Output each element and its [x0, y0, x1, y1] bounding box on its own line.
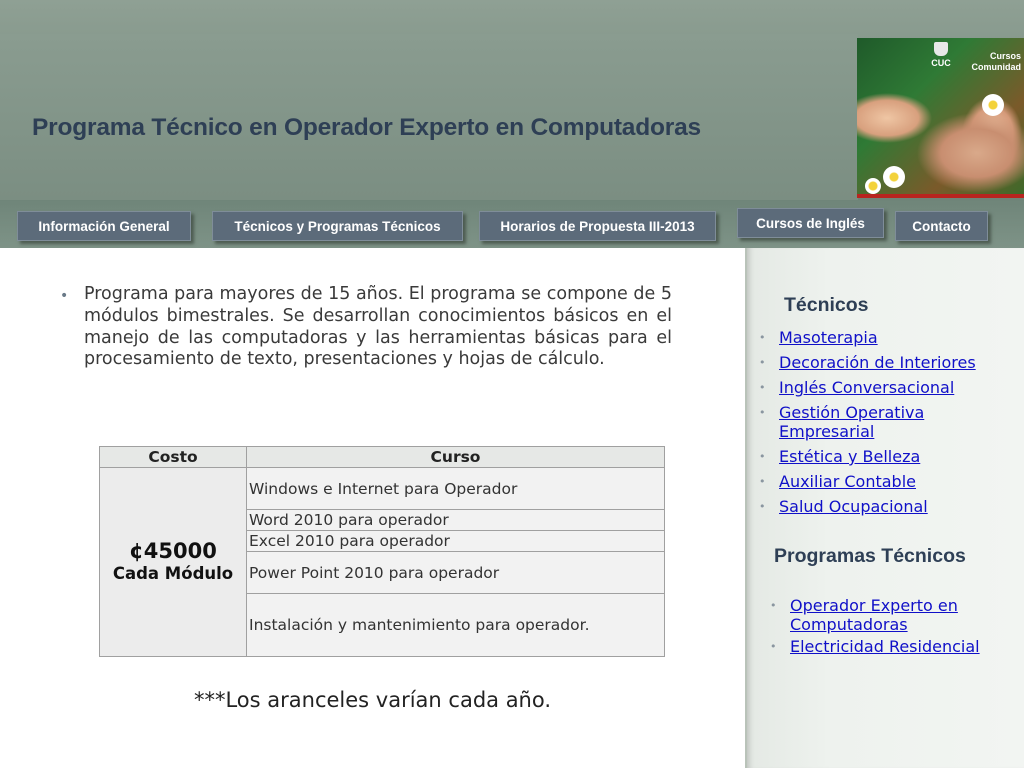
link-masoterapia[interactable]: Masoterapia — [779, 328, 878, 347]
course-cell: Word 2010 para operador — [247, 510, 665, 531]
flower-icon — [982, 94, 1004, 116]
bullet-icon: • — [759, 356, 766, 369]
nav-bar — [0, 200, 1024, 248]
list-item — [749, 403, 1019, 447]
bullet-icon: • — [759, 500, 766, 513]
price-cell — [100, 468, 247, 657]
cost-table — [99, 446, 665, 657]
link-electricidad-residencial[interactable]: Electricidad Residencial — [790, 637, 980, 656]
link-estetica-belleza[interactable]: Estética y Belleza — [779, 447, 921, 466]
link-salud-ocupacional[interactable]: Salud Ocupacional — [779, 497, 928, 516]
course-cell: Excel 2010 para operador — [247, 531, 665, 552]
course-cell: Instalación y mantenimiento para operador. — [247, 594, 665, 657]
link-ingles-conversacional[interactable]: Inglés Conversacional — [779, 378, 955, 397]
nav-horarios-propuesta[interactable]: Horarios de Propuesta III-2013 — [479, 211, 716, 241]
header-photo — [857, 38, 1024, 198]
intro-text: Programa para mayores de 15 años. El programa se compone de 5 módulos bimestrales. Se desarrollan conocimientos básicos en el manejo de las computadoras y las herramientas básicas para el procesamiento de texto, presentaciones y hojas de cálculo. — [84, 284, 672, 370]
bullet-icon: • — [770, 640, 777, 653]
cuc-logo-icon — [934, 42, 948, 56]
bullet-icon: • — [759, 406, 766, 419]
link-gestion-operativa[interactable]: Gestión Operativa Empresarial — [779, 403, 925, 441]
sidebar — [745, 248, 1024, 768]
flower-icon — [865, 178, 881, 194]
page-title: Programa Técnico en Operador Experto en Computadoras — [32, 114, 701, 141]
bullet-icon: • — [770, 599, 777, 612]
price-unit: Cada Módulo — [112, 564, 234, 583]
cuc-logo: CUC — [923, 42, 959, 72]
footnote: ***Los aranceles varían cada año. — [193, 688, 552, 712]
tecnicos-list — [749, 328, 1019, 522]
course-cell: Power Point 2010 para operador — [247, 552, 665, 594]
table-header-costo: Costo — [100, 447, 247, 468]
nav-cursos-ingles[interactable]: Cursos de Inglés — [737, 208, 884, 238]
nav-informacion-general[interactable]: Información General — [17, 211, 191, 241]
intro-paragraph — [58, 284, 672, 371]
bullet-icon: • — [759, 331, 766, 344]
list-item — [749, 472, 1019, 497]
flower-icon — [883, 166, 905, 188]
bullet-icon: • — [60, 288, 69, 304]
list-item — [760, 637, 1020, 662]
bullet-icon: • — [759, 475, 766, 488]
list-item — [760, 596, 1020, 637]
bullet-icon: • — [759, 381, 766, 394]
header — [0, 0, 1024, 200]
course-cell: Windows e Internet para Operador — [247, 468, 665, 510]
list-item — [749, 447, 1019, 472]
photo-strip — [857, 194, 1024, 198]
link-auxiliar-contable[interactable]: Auxiliar Contable — [779, 472, 916, 491]
bullet-icon: • — [759, 450, 766, 463]
list-item — [749, 378, 1019, 403]
sidebar-title-programas: Programas Técnicos — [774, 545, 966, 567]
list-item — [749, 497, 1019, 522]
link-operador-experto[interactable]: Operador Experto en Computadoras — [790, 596, 958, 634]
main-content — [0, 248, 745, 768]
sidebar-title-tecnicos: Técnicos — [784, 294, 869, 316]
link-decoracion-interiores[interactable]: Decoración de Interiores — [779, 353, 976, 372]
list-item — [749, 353, 1019, 378]
nav-tecnicos-programas[interactable]: Técnicos y Programas Técnicos — [212, 211, 463, 241]
price-amount: ¢45000 — [129, 539, 217, 563]
programas-list — [760, 596, 1020, 662]
list-item — [749, 328, 1019, 353]
table-row — [100, 468, 665, 510]
nav-contacto[interactable]: Contacto — [895, 211, 988, 241]
photo-brand: Cursos Comunidad — [971, 51, 1021, 72]
table-header-curso: Curso — [247, 447, 665, 468]
